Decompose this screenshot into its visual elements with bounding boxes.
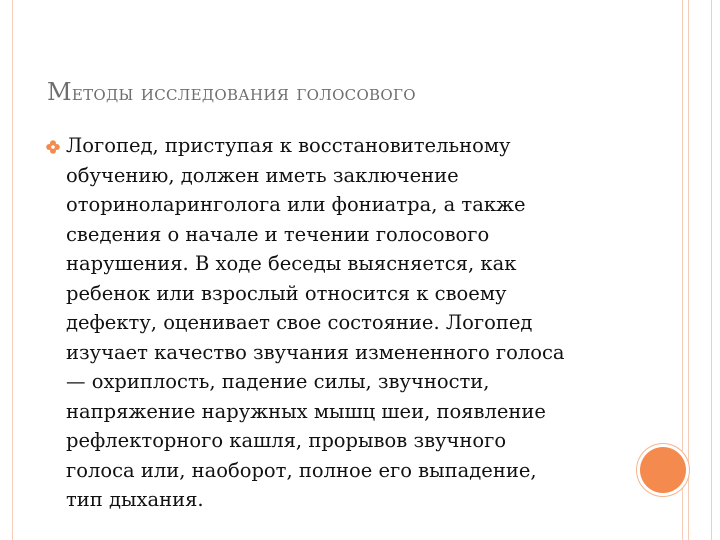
bullet-paragraph — [66, 131, 631, 515]
paragraph-line: ребенок или взрослый относится к своему — [66, 281, 507, 305]
paragraph-line: голоса или, наоборот, полное его выпадение, — [66, 458, 537, 482]
paragraph-line: обучению, должен иметь заключение — [66, 163, 459, 187]
right-frame-inner-line — [688, 0, 689, 540]
slide-title — [47, 78, 416, 106]
paragraph-line: Логопед, приступая к восстановительному — [66, 134, 511, 157]
paragraph-line: тип дыхания. — [66, 488, 204, 511]
orange-circle-icon — [640, 447, 686, 493]
paragraph-line: нарушения. В ходе беседы выясняется, как — [66, 252, 517, 275]
paragraph-line: дефекту, оценивает свое состояние. Логопед — [66, 311, 533, 334]
slide-title-initial: М — [47, 78, 72, 106]
paragraph-line: рефлекторного кашля, прорывов звучного — [66, 429, 507, 452]
slide-title-rest: етоды исследования голосового — [71, 81, 416, 106]
paragraph-line: напряжение наружных мышц шеи, появление — [66, 399, 546, 423]
flower-bullet-icon — [46, 140, 60, 154]
paragraph-line: — охриплость, падение силы, звучности, — [66, 370, 490, 393]
paragraph-line: оториноларинголога или фониатра, а также — [66, 193, 526, 216]
left-frame-border — [0, 0, 13, 540]
paragraph-line: сведения о начале и течении голосового — [66, 222, 490, 246]
paragraph-line: изучает качество звучания измененного голоса — [66, 340, 565, 364]
right-frame-border — [682, 0, 712, 540]
